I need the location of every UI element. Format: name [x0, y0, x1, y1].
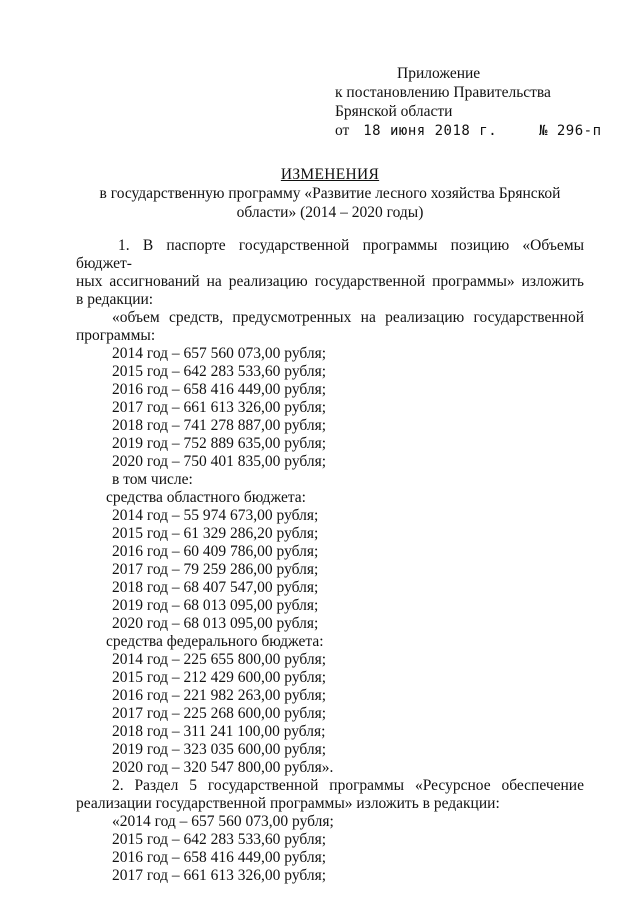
section1-para2-line1: «объем средств, предусмотренных на реализацию государственной	[112, 309, 584, 326]
list-item: 2015 год – 642 283 533,60 рубля;	[112, 363, 327, 380]
including-label: в том числе:	[112, 471, 193, 488]
appendix-reference: к постановлению Правительства	[335, 84, 551, 101]
list-item: 2015 год – 642 283 533,60 рубля;	[112, 831, 327, 848]
list-item: 2014 год – 225 655 800,00 рубля;	[112, 651, 327, 668]
regional-budget-label: средства областного бюджета:	[106, 489, 306, 506]
date-prefix: от	[335, 122, 350, 139]
decree-date: 18 июня 2018 г.	[363, 123, 498, 139]
appendix-header	[335, 64, 602, 141]
section2-line1: 2. Раздел 5 государственной программы «Ресурсное обеспечение	[112, 777, 584, 794]
list-item: 2020 год – 750 401 835,00 рубля;	[112, 453, 327, 470]
federal-budget-label: средства федерального бюджета:	[106, 633, 324, 650]
section2-line2: реализации государственной программы» изложить в редакции:	[76, 795, 500, 812]
list-item: 2016 год – 221 982 263,00 рубля;	[112, 687, 327, 704]
decree-number: № 296-п	[539, 123, 602, 139]
section2-funding-list	[76, 813, 584, 885]
total-funding-list	[76, 345, 584, 777]
list-item: 2014 год – 657 560 073,00 рубля;	[112, 345, 327, 362]
list-item: 2020 год – 320 547 800,00 рубля».	[112, 759, 334, 776]
list-item: 2015 год – 212 429 600,00 рубля;	[112, 669, 327, 686]
list-item: 2017 год – 661 613 326,00 рубля;	[112, 399, 327, 416]
list-item: 2016 год – 658 416 449,00 рубля;	[112, 849, 327, 866]
list-item: 2018 год – 741 278 887,00 рубля;	[112, 417, 327, 434]
list-item: 2016 год – 60 409 786,00 рубля;	[112, 543, 319, 560]
appendix-date-row	[335, 121, 602, 141]
list-item: 2019 год – 752 889 635,00 рубля;	[112, 435, 327, 452]
title-line-1: в государственную программу «Развитие лесного хозяйства Брянской	[99, 185, 561, 202]
list-item: 2020 год – 68 013 095,00 рубля;	[112, 615, 319, 632]
list-item: 2017 год – 225 268 600,00 рубля;	[112, 705, 327, 722]
section1-para1-line1: 1. В паспорте государственной программы позицию «Объемы бюджет-	[76, 237, 584, 272]
title-line-2: области» (2014 – 2020 годы)	[236, 204, 424, 221]
section1-para1-line3: в редакции:	[76, 291, 154, 308]
list-item: 2014 год – 55 974 673,00 рубля;	[112, 507, 319, 524]
appendix-region: Брянской области	[335, 103, 453, 120]
list-item: 2018 год – 311 241 100,00 рубля;	[112, 723, 326, 740]
document-body	[76, 237, 584, 885]
section1-para1-line2: ных ассигнований на реализацию государственной программы» изложить	[76, 273, 584, 290]
list-item: 2015 год – 61 329 286,20 рубля;	[112, 525, 319, 542]
list-item: 2017 год – 661 613 326,00 рубля;	[112, 867, 327, 884]
list-item: 2019 год – 323 035 600,00 рубля;	[112, 741, 327, 758]
title-heading: ИЗМЕНЕНИЯ	[280, 166, 380, 183]
section1-para2-line2: программы:	[76, 327, 156, 344]
list-item: 2016 год – 658 416 449,00 рубля;	[112, 381, 327, 398]
list-item: 2017 год – 79 259 286,00 рубля;	[112, 561, 319, 578]
list-item: «2014 год – 657 560 073,00 рубля;	[112, 813, 334, 830]
list-item: 2019 год – 68 013 095,00 рубля;	[112, 597, 319, 614]
list-item: 2018 год – 68 407 547,00 рубля;	[112, 579, 319, 596]
document-title	[60, 165, 600, 222]
appendix-title: Приложение	[397, 65, 481, 82]
